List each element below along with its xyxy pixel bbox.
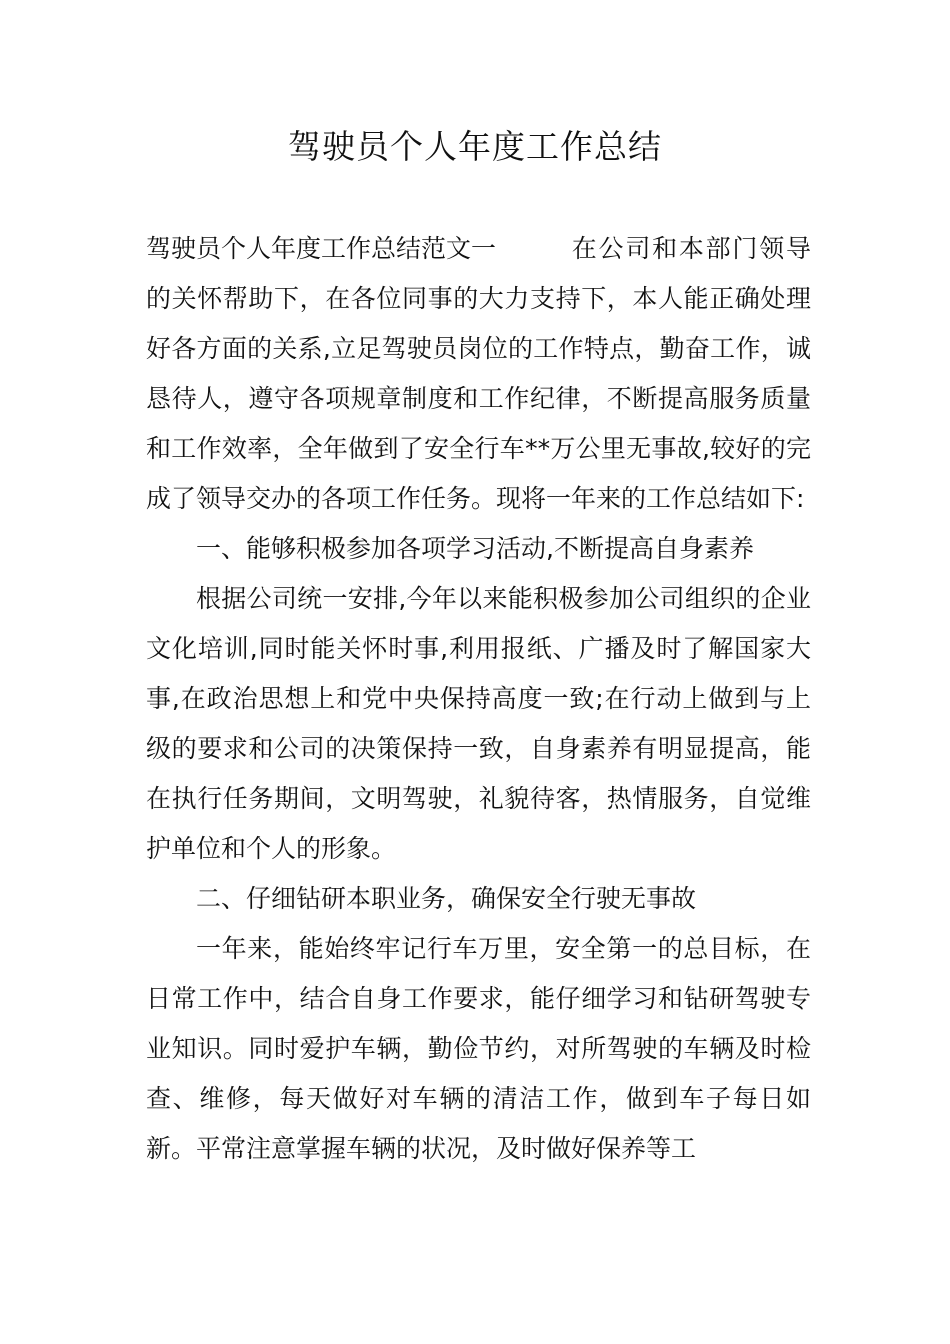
document-body — [146, 224, 811, 1174]
document-title: 驾驶员个人年度工作总结 — [288, 127, 662, 166]
section-2-body: 一年来，能始终牢记行车万里，安全第一的总目标，在日常工作中，结合自身工作要求，能仔细学习和钻研驾驶专业知识。同时爱护车辆，勤俭节约，对所驾驶的车辆及时检查、维修，每天做好对车辆的清洁工作，做到车子每日如新。平常注意掌握车辆的状况，及时做好保养等工 — [146, 934, 811, 1163]
section-1-heading: 一、能够积极参加各项学习活动,不断提高自身素养 — [196, 534, 754, 563]
intro-body: 在公司和本部门领导的关怀帮助下，在各位同事的大力支持下，本人能正确处理好各方面的关系,立足驾驶员岗位的工作特点，勤奋工作，诚恳待人，遵守各项规章制度和工作纪律，不断提高服务质量和工作效率，全年做到了安全行车**万公里无事故,较好的完成了领导交办的各项工作任务。现将一年来的工作总结如下: — [146, 234, 811, 513]
intro-heading: 驾驶员个人年度工作总结范文一 — [146, 234, 497, 263]
intro-paragraph — [146, 224, 811, 524]
section-2-heading: 二、仔细钻研本职业务，确保安全行驶无事故 — [196, 884, 697, 913]
section-1-body: 根据公司统一安排,今年以来能积极参加公司组织的企业文化培训,同时能关怀时事,利用报纸、广播及时了解国家大事,在政治思想上和党中央保持高度一致;在行动上做到与上级的要求和公司的决策保持一致，自身素养有明显提高，能在执行任务期间，文明驾驶，礼貌待客，热情服务，自觉维护单位和个人的形象。 — [146, 584, 811, 863]
